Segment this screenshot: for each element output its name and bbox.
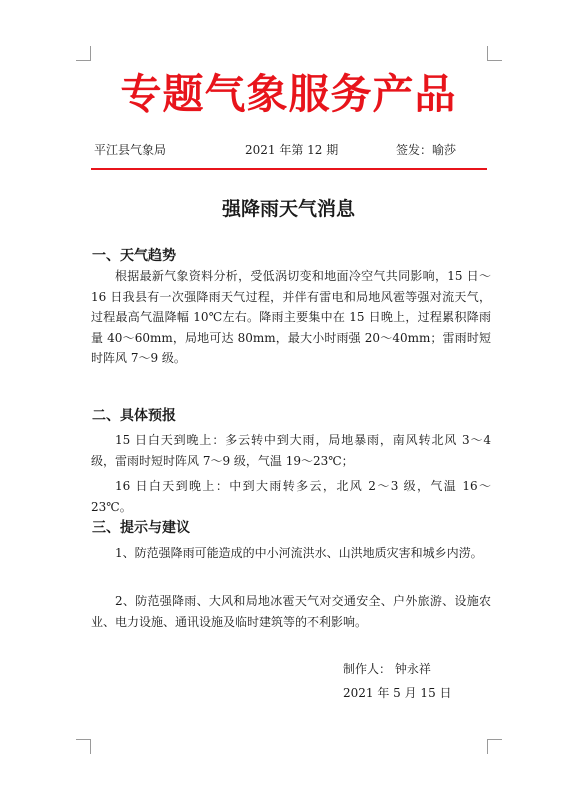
product-title: 专题气象服务产品 — [120, 70, 457, 118]
header-divider — [91, 168, 487, 170]
document-title: 强降雨天气消息 — [221, 198, 355, 220]
issuing-organization: 平江县气象局 — [94, 143, 167, 157]
crop-mark-top-right — [487, 46, 502, 61]
issue-date: 2021 年 5 月 15 日 — [343, 686, 452, 700]
paragraph-forecast-day15: 15 日白天到晚上：多云转中到大雨，局地暴雨，南风转北风 3～4 级，雷雨时短时阵风 7～9 级，气温 19～23℃； — [91, 433, 491, 468]
paragraph-forecast-day16: 16 日白天到晚上：中到大雨转多云，北风 2～3 级，气温 16～23℃。 — [91, 479, 491, 514]
signer: 签发：喻莎 — [396, 143, 457, 157]
crop-mark-top-left — [76, 46, 91, 61]
section-heading-trend: 一、天气趋势 — [92, 248, 176, 264]
producer-signature: 制作人： 钟永祥 — [343, 662, 431, 676]
crop-mark-bottom-left — [76, 739, 91, 754]
issue-number: 2021 年第 12 期 — [245, 143, 339, 157]
paragraph-trend: 根据最新气象资料分析，受低涡切变和地面冷空气共同影响，15 日～16 日我县有一次强降雨天气过程，并伴有雷电和局地风雹等强对流天气，过程最高气温降幅 10℃左右。降雨主要集中在 15 日晚上，过程累积降雨量 40～60mm，局地可达 80mm，最大小时雨强 20～40mm；雷雨时短时阵风 7～9 级。 — [91, 269, 491, 366]
section-heading-advice: 三、提示与建议 — [92, 520, 190, 536]
paragraph-advice-1: 1、防范强降雨可能造成的中小河流洪水、山洪地质灾害和城乡内涝。 — [115, 546, 483, 560]
paragraph-advice-2: 2、防范强降雨、大风和局地冰雹天气对交通安全、户外旅游、设施农业、电力设施、通讯设施及临时建筑等的不利影响。 — [91, 594, 491, 629]
section-heading-forecast: 二、具体预报 — [92, 408, 176, 424]
crop-mark-bottom-right — [487, 739, 502, 754]
